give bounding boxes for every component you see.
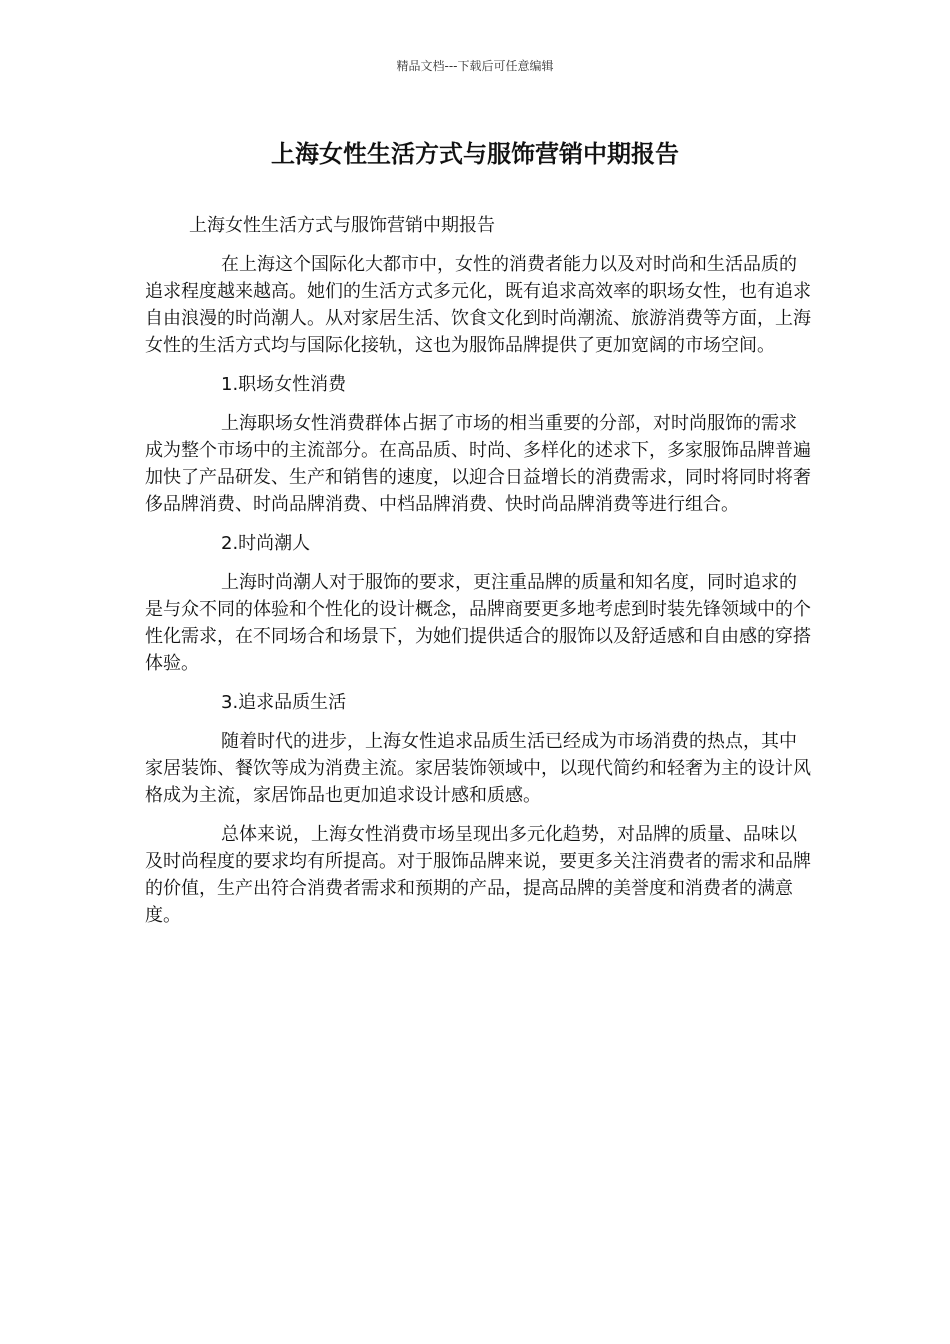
section-heading-workplace: 1.职场女性消费 — [221, 374, 347, 395]
section-heading-trendsetters: 2.时尚潮人 — [221, 533, 311, 554]
document-body — [145, 212, 813, 941]
document-subtitle: 上海女性生活方式与服饰营销中期报告 — [189, 215, 495, 236]
section-heading-quality-life: 3.追求品质生活 — [221, 692, 347, 713]
section-paragraph-workplace: 上海职场女性消费群体占据了市场的相当重要的分部，对时尚服饰的需求成为整个市场中的主流部分。在高品质、时尚、多样化的述求下，多家服饰品牌普遍加快了产品研发、生产和销售的速度，以迎合日益增长的消费需求，同时将同时将奢侈品牌消费、时尚品牌消费、中档品牌消费、快时尚品牌消费等进行组合。 — [145, 413, 811, 515]
header-note: 精品文档---下载后可任意编辑 — [396, 59, 554, 73]
intro-paragraph: 在上海这个国际化大都市中，女性的消费者能力以及对时尚和生活品质的追求程度越来越高。她们的生活方式多元化，既有追求高效率的职场女性，也有追求自由浪漫的时尚潮人。从对家居生活、饮食文化到时尚潮流、旅游消费等方面，上海女性的生活方式均与国际化接轨，这也为服饰品牌提供了更加宽阔的市场空间。 — [145, 254, 811, 356]
conclusion-paragraph: 总体来说，上海女性消费市场呈现出多元化趋势，对品牌的质量、品味以及时尚程度的要求均有所提高。对于服饰品牌来说，要更多关注消费者的需求和品牌的价值，生产出符合消费者需求和预期的产品，提高品牌的美誉度和消费者的满意度。 — [145, 824, 811, 926]
document-title: 上海女性生活方式与服饰营销中期报告 — [271, 140, 679, 168]
section-paragraph-quality-life: 随着时代的进步，上海女性追求品质生活已经成为市场消费的热点，其中家居装饰、餐饮等成为消费主流。家居装饰领域中，以现代简约和轻奢为主的设计风格成为主流，家居饰品也更加追求设计感和质感。 — [145, 731, 811, 806]
section-paragraph-trendsetters: 上海时尚潮人对于服饰的要求，更注重品牌的质量和知名度，同时追求的是与众不同的体验和个性化的设计概念，品牌商要更多地考虑到时装先锋领域中的个性化需求，在不同场合和场景下，为她们提供适合的服饰以及舒适感和自由感的穿搭体验。 — [145, 572, 811, 674]
